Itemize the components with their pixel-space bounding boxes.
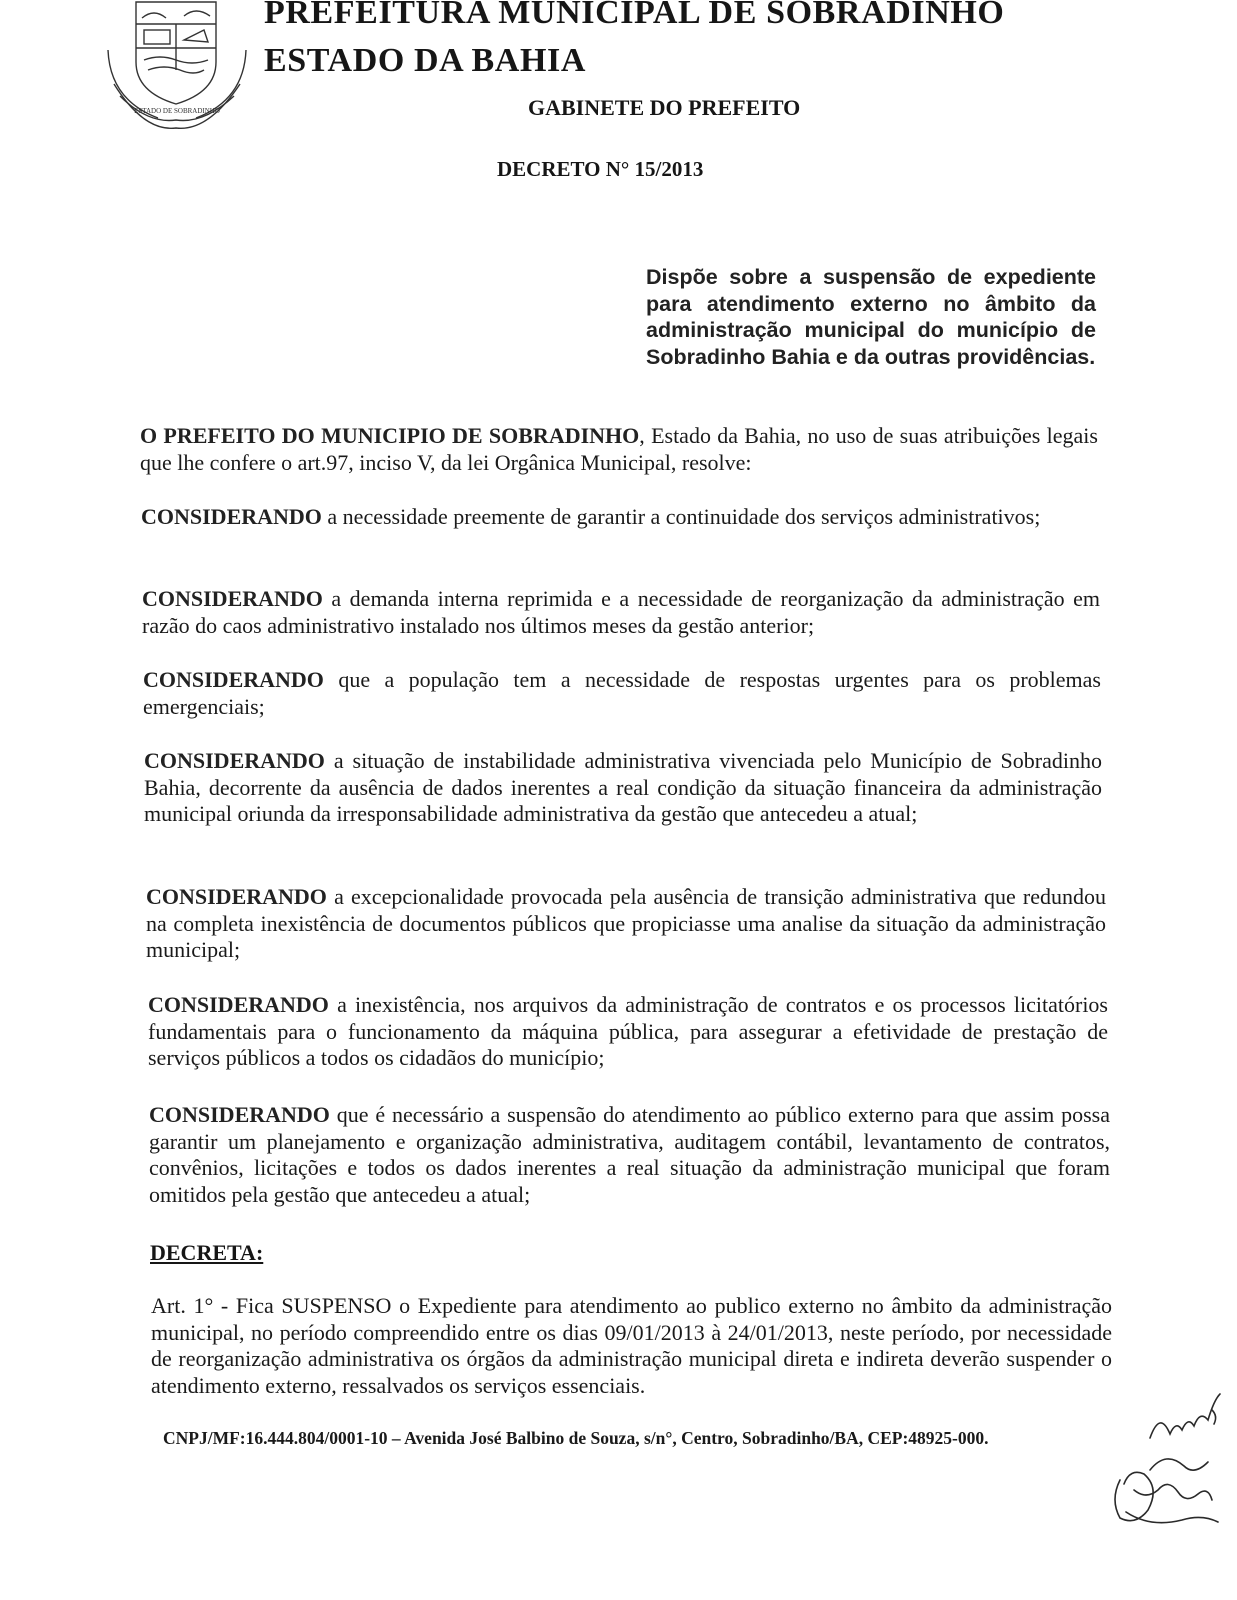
considerando-lead: CONSIDERANDO: [143, 667, 324, 692]
considerando-paragraph: [142, 586, 1100, 639]
footer-address: CNPJ/MF:16.444.804/0001-10 – Avenida José Balbino de Souza, s/n°, Centro, Sobradinho/BA, CEP:48925-000.: [163, 1428, 989, 1448]
considerando-lead: CONSIDERANDO: [149, 1102, 330, 1127]
considerando-text: a situação de instabilidade administrativa vivenciada pelo Município de Sobradinho Bahia, decorrente da ausência de dados inerentes a real condição da situação financeira da administração municipal oriunda da irresponsabilidade administrativa da gestão que antecedeu a atual;: [144, 748, 1102, 827]
decreta-heading: DECRETA:: [150, 1240, 264, 1265]
intro-paragraph: [140, 423, 1098, 476]
office-title: GABINETE DO PREFEITO: [528, 95, 801, 120]
considerando-paragraph: [148, 992, 1108, 1072]
institution-title: PREFEITURA MUNICIPAL DE SOBRADINHO: [264, 0, 1005, 31]
considerando-paragraph: [144, 748, 1102, 828]
considerando-paragraph: [149, 1102, 1110, 1209]
state-title: ESTADO DA BAHIA: [264, 42, 586, 79]
decree-summary: Dispõe sobre a suspensão de expediente para atendimento externo no âmbito da administração municipal do município de Sobradinho Bahia e da outras providências.: [646, 265, 1096, 369]
considerando-paragraph: [143, 667, 1101, 720]
intro-lead: O PREFEITO DO MUNICIPIO DE SOBRADINHO: [140, 423, 640, 448]
municipal-crest-logo: [104, 0, 250, 134]
considerando-paragraph: [146, 884, 1106, 964]
considerando-text: a necessidade preemente de garantir a continuidade dos serviços administrativos;: [321, 504, 1041, 529]
signature-mark: [1090, 1380, 1225, 1530]
considerando-lead: CONSIDERANDO: [142, 586, 323, 611]
article-1: Art. 1° - Fica SUSPENSO o Expediente para atendimento ao publico externo no âmbito da administração municipal, no período compreendido entre os dias 09/01/2013 à 24/01/2013, neste período, por necessidade de reorganização administrativa os órgãos da administração municipal direta e indireta deverão suspender o atendimento externo, ressalvados os serviços essenciais.: [151, 1293, 1112, 1399]
considerando-text: que a população tem a necessidade de respostas urgentes para os problemas emergenciais;: [143, 667, 1101, 719]
considerando-paragraph: [141, 504, 1099, 531]
considerando-text: que é necessário a suspensão do atendimento ao público externo para que assim possa garantir um planejamento e organização administrativa, auditagem contábil, levantamento de contratos, convênios, licitações e todos os dados inerentes a real situação da administração municipal que foram omitidos pela gestão que antecedeu a atual;: [149, 1102, 1110, 1208]
decree-number: DECRETO N° 15/2013: [497, 157, 704, 181]
considerando-lead: CONSIDERANDO: [141, 504, 322, 529]
considerando-text: a inexistência, nos arquivos da administração de contratos e os processos licitatórios fundamentais para o funcionamento da máquina pública, para assegurar a efetividade de prestação de serviços públicos a todos os cidadãos do município;: [148, 992, 1108, 1071]
considerando-text: a demanda interna reprimida e a necessidade de reorganização da administração em razão do caos administrativo instalado nos últimos meses da gestão anterior;: [142, 586, 1100, 638]
considerando-lead: CONSIDERANDO: [146, 884, 327, 909]
considerando-lead: CONSIDERANDO: [144, 748, 325, 773]
considerando-text: a excepcionalidade provocada pela ausência de transição administrativa que redundou na completa inexistência de documentos públicos que propiciasse uma analise da situação da administração municipal;: [146, 884, 1106, 963]
intro-text: , Estado da Bahia, no uso de suas atribuições legais que lhe confere o art.97, inciso V, da lei Orgânica Municipal, resolve:: [140, 423, 1098, 475]
considerando-lead: CONSIDERANDO: [148, 992, 329, 1017]
svg-text:ESTADO DE SOBRADINHO: ESTADO DE SOBRADINHO: [134, 107, 220, 115]
